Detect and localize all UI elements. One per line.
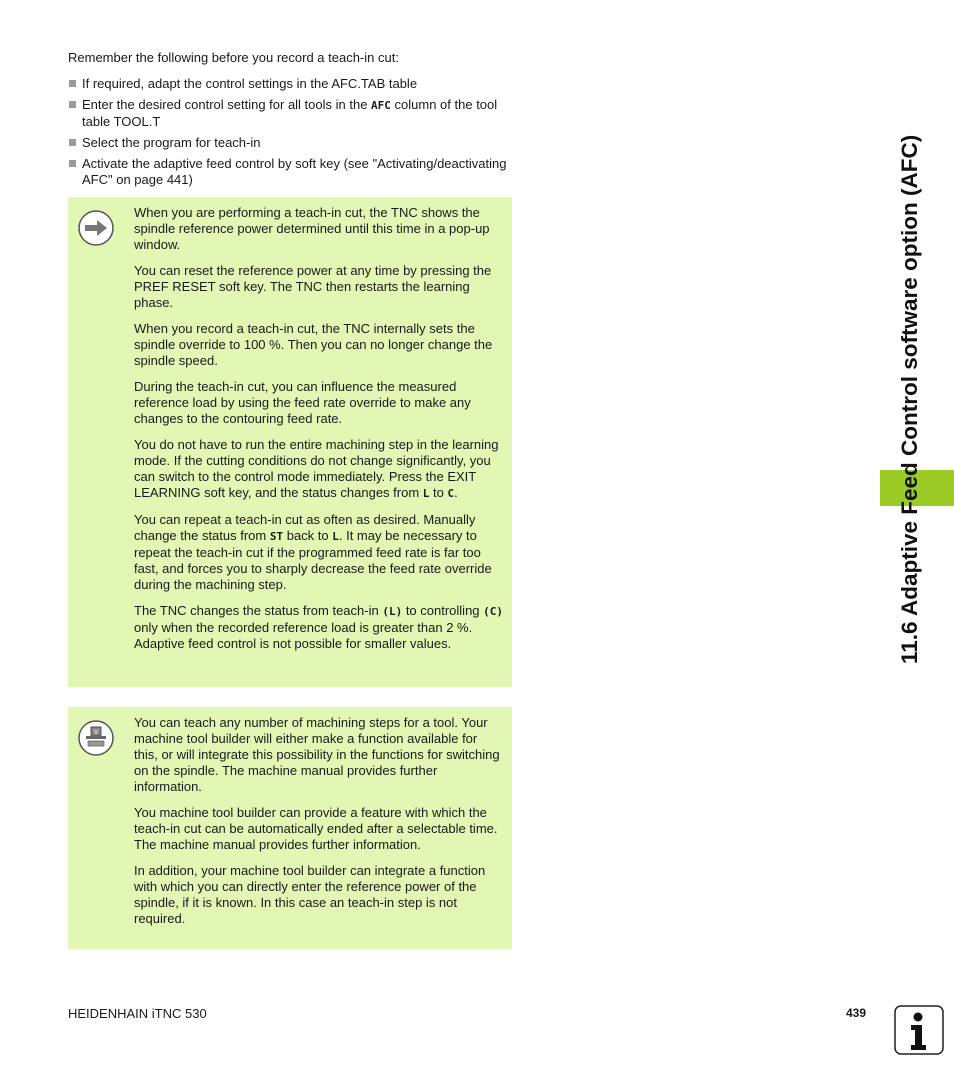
bullet-list [68, 76, 518, 193]
note-paragraph: When you are performing a teach-in cut, the TNC shows the spindle reference power determined until this time in a pop-up window. [134, 205, 490, 252]
list-item: Select the program for teach-in [68, 135, 518, 151]
code-text: AFC [371, 99, 391, 112]
bullet-square-icon [69, 139, 76, 146]
bullet-square-icon [69, 80, 76, 87]
machine-tool-icon [78, 720, 114, 756]
footer-product: HEIDENHAIN iTNC 530 [68, 1006, 207, 1021]
arrow-right-icon [78, 210, 114, 246]
note-paragraph: You can teach any number of machining steps for a tool. Your machine tool builder will either make a function available for this, or will integrate this possibility in the functions for switching on the spindle. The machine manual provides further information. [134, 715, 500, 794]
bullet-square-icon [69, 101, 76, 108]
list-item: Activate the adaptive feed control by soft key (see "Activating/deactivating AFC" on page 441) [68, 156, 518, 188]
note-box-machine [68, 707, 512, 949]
note-paragraph: When you record a teach-in cut, the TNC internally sets the spindle override to 100 %. Then you can no longer change the spindle speed. [134, 321, 493, 368]
note-paragraph: You machine tool builder can provide a feature with which the teach-in cut can be automatically ended after a selectable time. The machine manual provides further information. [134, 805, 498, 852]
note-paragraph: In addition, your machine tool builder can integrate a function with which you can directly enter the reference power of the spindle, if it is known. In this case an teach-in step is not required. [134, 863, 486, 926]
note-paragraph: The TNC changes the status from teach-in (L) to controlling (C) only when the recorded reference load is greater than 2 %. Adaptive feed control is not possible for smaller values. [134, 603, 504, 651]
note-box-teach-in [68, 197, 512, 687]
svg-text:V: V [93, 729, 99, 736]
note-paragraph: You can reset the reference power at any time by pressing the PREF RESET soft key. The TNC then restarts the learning phase. [134, 263, 492, 310]
list-item: Enter the desired control setting for all tools in the AFC column of the tool table TOOL.T [68, 97, 518, 130]
note-paragraph: You do not have to run the entire machining step in the learning mode. If the cutting conditions do not change significantly, you can switch to the control mode immediately. Press the EXIT LEARNING soft key, and the status changes from L to C. [134, 437, 499, 500]
note-paragraph: You can repeat a teach-in cut as often as desired. Manually change the status from ST back to L. It may be necessary to repeat the teach-in cut if the programmed feed rate is far too fast, and forces you to sharply decrease the feed rate override during the machining step. [134, 512, 492, 592]
intro-text: Remember the following before you record a teach-in cut: [68, 50, 399, 65]
chapter-title: 11.6 Adaptive Feed Control software option (AFC) [897, 134, 922, 664]
page-number: 439 [846, 1006, 867, 1020]
note-paragraph: During the teach-in cut, you can influence the measured reference load by using the feed rate override to make any changes to the contouring feed rate. [134, 379, 471, 426]
list-item: If required, adapt the control settings in the AFC.TAB table [68, 76, 518, 92]
info-icon [894, 1005, 944, 1055]
bullet-square-icon [69, 160, 76, 167]
